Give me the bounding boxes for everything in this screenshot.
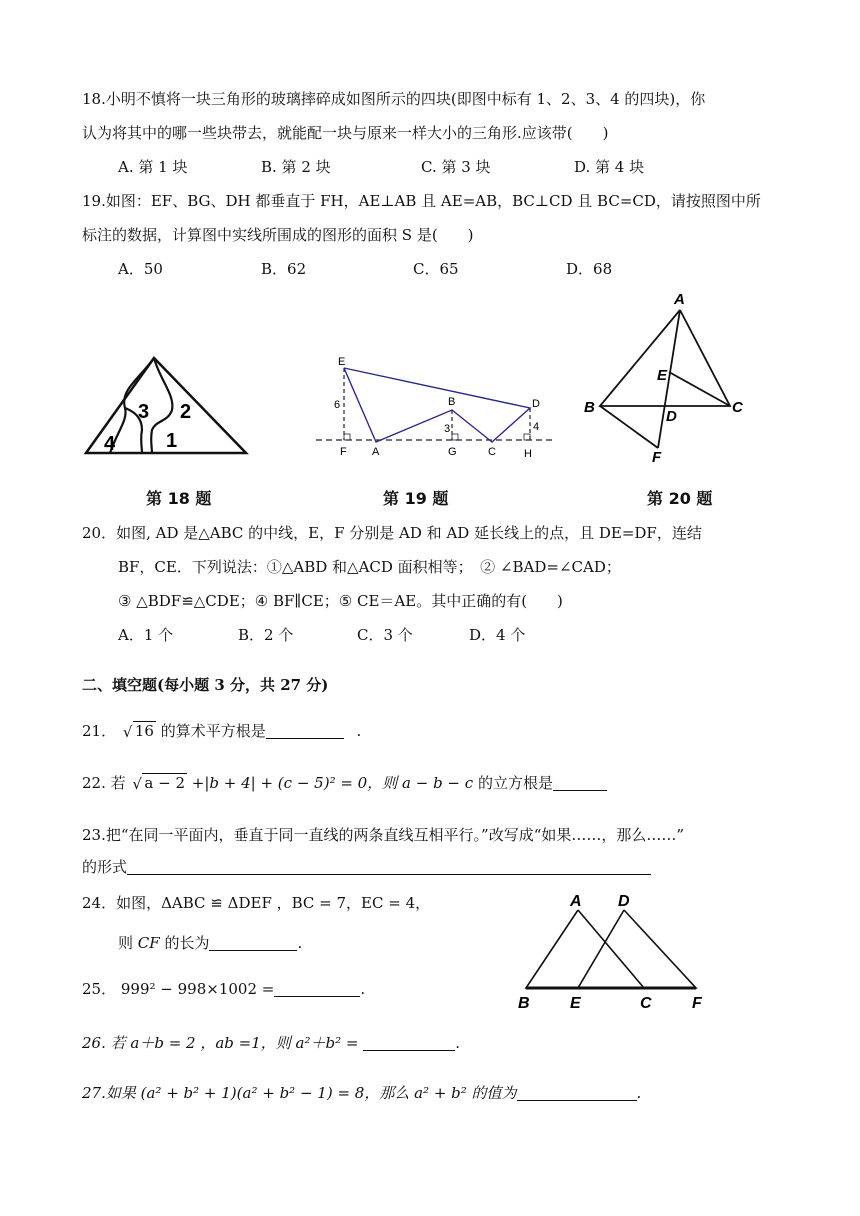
- q24-line2: [118, 932, 302, 954]
- q22-prefix: 22. 若: [82, 774, 126, 792]
- q24-line1: 24．如图，ΔABC ≌ ΔDEF ，BC = 7，EC = 4，: [82, 894, 431, 912]
- q23-answer-blank[interactable]: [127, 858, 651, 875]
- q25: [82, 978, 365, 1000]
- q20-line3: ③ △BDF≌△CDE；④ BF∥CE；⑤ CE＝AE。其中正确的有( ): [118, 592, 563, 610]
- q22-radicand: a − 2: [144, 774, 185, 792]
- figure-24-congruent-triangles: [510, 888, 720, 1016]
- caption-figure-19: 第 19 题: [383, 489, 449, 508]
- figure-18-broken-triangle: [80, 350, 252, 460]
- q21: [82, 720, 361, 742]
- figure-18-label-4: 4: [104, 433, 116, 455]
- figure-19-polygon: [310, 350, 560, 465]
- section-2-heading: 二、填空题(每小题 3 分，共 27 分): [82, 676, 329, 694]
- figure-19-label-b: B: [448, 396, 456, 408]
- figure-24-label-a: A: [570, 893, 582, 910]
- figure-24-label-b: B: [518, 995, 530, 1012]
- q25-expr: 999² − 998×1002 =: [120, 980, 275, 998]
- q24-line2-then: 则: [118, 934, 134, 952]
- q21-sqrt: √ 16: [122, 722, 154, 741]
- figure-18-label-3: 3: [138, 401, 150, 423]
- q24-answer-blank[interactable]: [209, 934, 297, 951]
- q23-line2-text: 的形式: [82, 858, 128, 876]
- caption-figure-20: 第 20 题: [647, 489, 713, 508]
- figure-19-label-c: C: [488, 446, 496, 458]
- q22-sqrt: √ a − 2: [132, 774, 185, 793]
- q24-line2-cf: CF: [137, 934, 160, 952]
- q20-line2: BF，CE．下列说法：①△ABD 和△ACD 面积相等； ② ∠BAD=∠CAD；: [118, 558, 621, 576]
- q25-answer-blank[interactable]: [274, 980, 360, 997]
- q25-tail: .: [360, 980, 366, 998]
- q18-option-d[interactable]: D. 第 4 块: [574, 158, 645, 176]
- figure-18-label-2: 2: [180, 401, 192, 423]
- figure-20-label-c: C: [732, 399, 743, 416]
- q26-text: 26. 若 a＋b = 2 ，ab =1，则 a²＋b² =: [82, 1034, 359, 1052]
- q26-answer-blank[interactable]: [363, 1034, 455, 1051]
- figure-19-num-6: 6: [334, 399, 341, 411]
- q18-options: [118, 156, 644, 178]
- figure-20-label-d: D: [666, 408, 677, 425]
- q27-answer-blank[interactable]: [517, 1084, 637, 1101]
- figure-19-label-f: F: [340, 446, 347, 458]
- q27-text: 27.如果 (a² + b² + 1)(a² + b² − 1) = 8，那么 a² + b² 的值为: [82, 1084, 517, 1102]
- q20-option-b[interactable]: B．2 个: [238, 626, 294, 644]
- q26-tail: .: [455, 1034, 461, 1052]
- figure-19-num-4: 4: [533, 421, 540, 433]
- figure-18-label-1: 1: [166, 430, 178, 452]
- q26: [82, 1032, 460, 1054]
- q19-option-a[interactable]: A．50: [118, 260, 163, 278]
- q18-line2: 认为将其中的哪一些块带去，就能配一块与原来一样大小的三角形.应该带( ): [82, 124, 609, 142]
- caption-figure-18: 第 18 题: [146, 489, 212, 508]
- figure-24-label-c: C: [640, 995, 652, 1012]
- q27: [82, 1082, 641, 1104]
- figure-20-label-b: B: [584, 399, 595, 416]
- q19-option-d[interactable]: D．68: [566, 260, 613, 278]
- q19-option-c[interactable]: C．65: [413, 260, 459, 278]
- q24-tail: .: [297, 934, 303, 952]
- q18-option-b[interactable]: B. 第 2 块: [261, 158, 331, 176]
- q18-option-a[interactable]: A. 第 1 块: [118, 158, 188, 176]
- q19-options: [118, 258, 612, 280]
- figure-20-label-e: E: [657, 367, 668, 384]
- q19-option-b[interactable]: B．62: [261, 260, 307, 278]
- q22-answer-blank[interactable]: [553, 774, 607, 791]
- q21-number: 21．: [82, 722, 117, 740]
- q24-line2-text: 的长为: [164, 934, 210, 952]
- q20-option-c[interactable]: C．3 个: [357, 626, 413, 644]
- figure-19-num-3: 3: [444, 423, 451, 435]
- figure-20-label-f: F: [652, 449, 662, 465]
- q22: [82, 772, 607, 794]
- q21-tail: .: [356, 722, 362, 740]
- q21-answer-blank[interactable]: [266, 722, 344, 739]
- figure-20-label-a: A: [674, 291, 685, 308]
- figure-19-label-e: E: [338, 356, 346, 368]
- figure-24-label-d: D: [618, 893, 630, 910]
- figure-24-label-e: E: [570, 995, 581, 1012]
- q21-radicand: 16: [134, 722, 154, 740]
- q23-line2: [82, 856, 651, 878]
- q18-option-c[interactable]: C. 第 3 块: [421, 158, 491, 176]
- figure-19-label-g: G: [448, 446, 457, 458]
- q20-option-d[interactable]: D．4 个: [469, 626, 526, 644]
- q25-number: 25．: [82, 980, 117, 998]
- q21-text: 的算术平方根是: [160, 722, 266, 740]
- figure-19-label-h: H: [524, 448, 532, 460]
- q18-line1: 18.小明不慎将一块三角形的玻璃摔碎成如图所示的四块(即图中标有 1、2、3、4 的四块)，你: [82, 90, 706, 108]
- figure-20-median: [580, 290, 755, 465]
- q22-text: 的立方根是: [477, 774, 553, 792]
- figure-24-label-f: F: [692, 995, 702, 1012]
- figure-19-label-d: D: [532, 398, 540, 410]
- q22-expr3: a − b − c: [402, 774, 474, 792]
- q20-line1: 20．如图, AD 是△ABC 的中线，E，F 分别是 AD 和 AD 延长线上的点，且 DE=DF，连结: [82, 524, 702, 542]
- q27-tail: .: [636, 1084, 642, 1102]
- q22-expr: +|b + 4| + (c − 5)² = 0，则: [191, 774, 398, 792]
- q20-options: [118, 624, 525, 646]
- q20-option-a[interactable]: A．1 个: [118, 626, 174, 644]
- q19-line2: 标注的数据，计算图中实线所围成的图形的面积 S 是( ): [82, 226, 474, 244]
- figure-19-label-a: A: [372, 446, 380, 458]
- q23-line1: 23.把“在同一平面内，垂直于同一直线的两条直线互相平行。”改写成“如果……，那么……”: [82, 826, 685, 844]
- q19-line1: 19.如图：EF、BG、DH 都垂直于 FH，AE⊥AB 且 AE=AB，BC⊥CD 且 BC=CD，请按照图中所: [82, 192, 761, 210]
